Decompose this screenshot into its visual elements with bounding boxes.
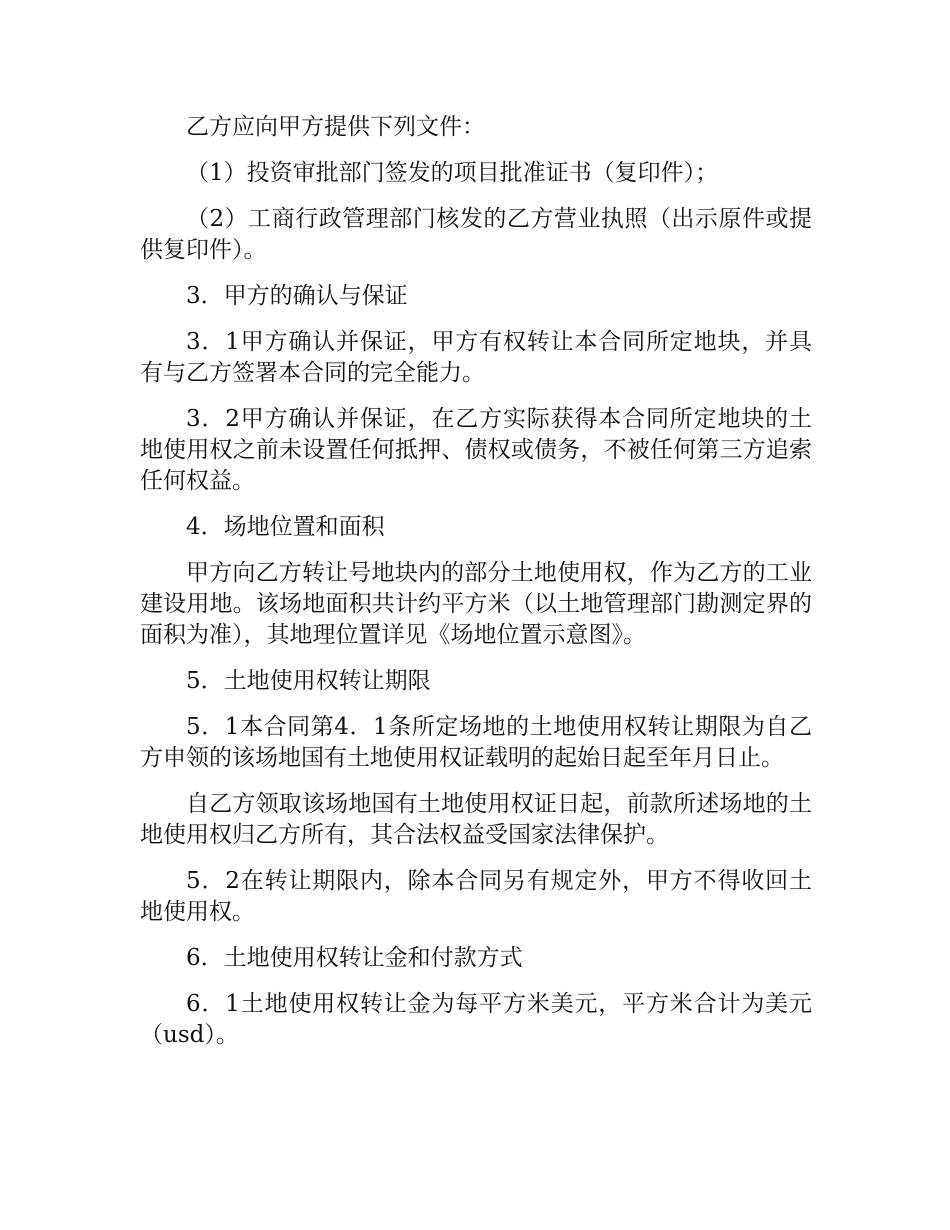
paragraph-4-body: 甲方向乙方转让号地块内的部分土地使用权，作为乙方的工业建设用地。该场地面积共计约平方米（以土地管理部门勘测定界的面积为准），其地理位置详见《场地位置示意图》。 [140,560,812,648]
paragraph-5-2: 5．2在转让期限内，除本合同另有规定外，甲方不得收回土地使用权。 [140,868,812,925]
paragraph-documents-intro: 乙方应向甲方提供下列文件： [186,114,485,140]
section-heading-4: 4．场地位置和面积 [186,514,385,540]
paragraph-3-2: 3．2甲方确认并保证，在乙方实际获得本合同所定地块的土地使用权之前未设置任何抵押、债权或债务，不被任何第三方追索任何权益。 [140,406,812,494]
section-heading-5: 5．土地使用权转让期限 [186,668,431,694]
document-body [140,112,812,1066]
paragraph-6-1: 6．1土地使用权转让金为每平方米美元，平方米合计为美元（usd）。 [140,991,812,1048]
paragraph-5-1-continued: 自乙方领取该场地国有土地使用权证日起，前款所述场地的土地使用权归乙方所有，其合法权益受国家法律保护。 [140,791,812,848]
paragraph-5-1: 5．1本合同第4．1条所定场地的土地使用权转让期限为自乙方申领的该场地国有土地使用权证载明的起始日起至年月日止。 [140,714,812,771]
section-heading-3: 3．甲方的确认与保证 [186,283,408,309]
paragraph-item-2: （2）工商行政管理部门核发的乙方营业执照（出示原件或提供复印件）。 [140,206,812,263]
paragraph-item-1: （1）投资审批部门签发的项目批准证书（复印件）； [186,160,719,186]
paragraph-3-1: 3．1甲方确认并保证，甲方有权转让本合同所定地块，并具有与乙方签署本合同的完全能力。 [140,329,812,386]
section-heading-6: 6．土地使用权转让金和付款方式 [186,945,523,971]
